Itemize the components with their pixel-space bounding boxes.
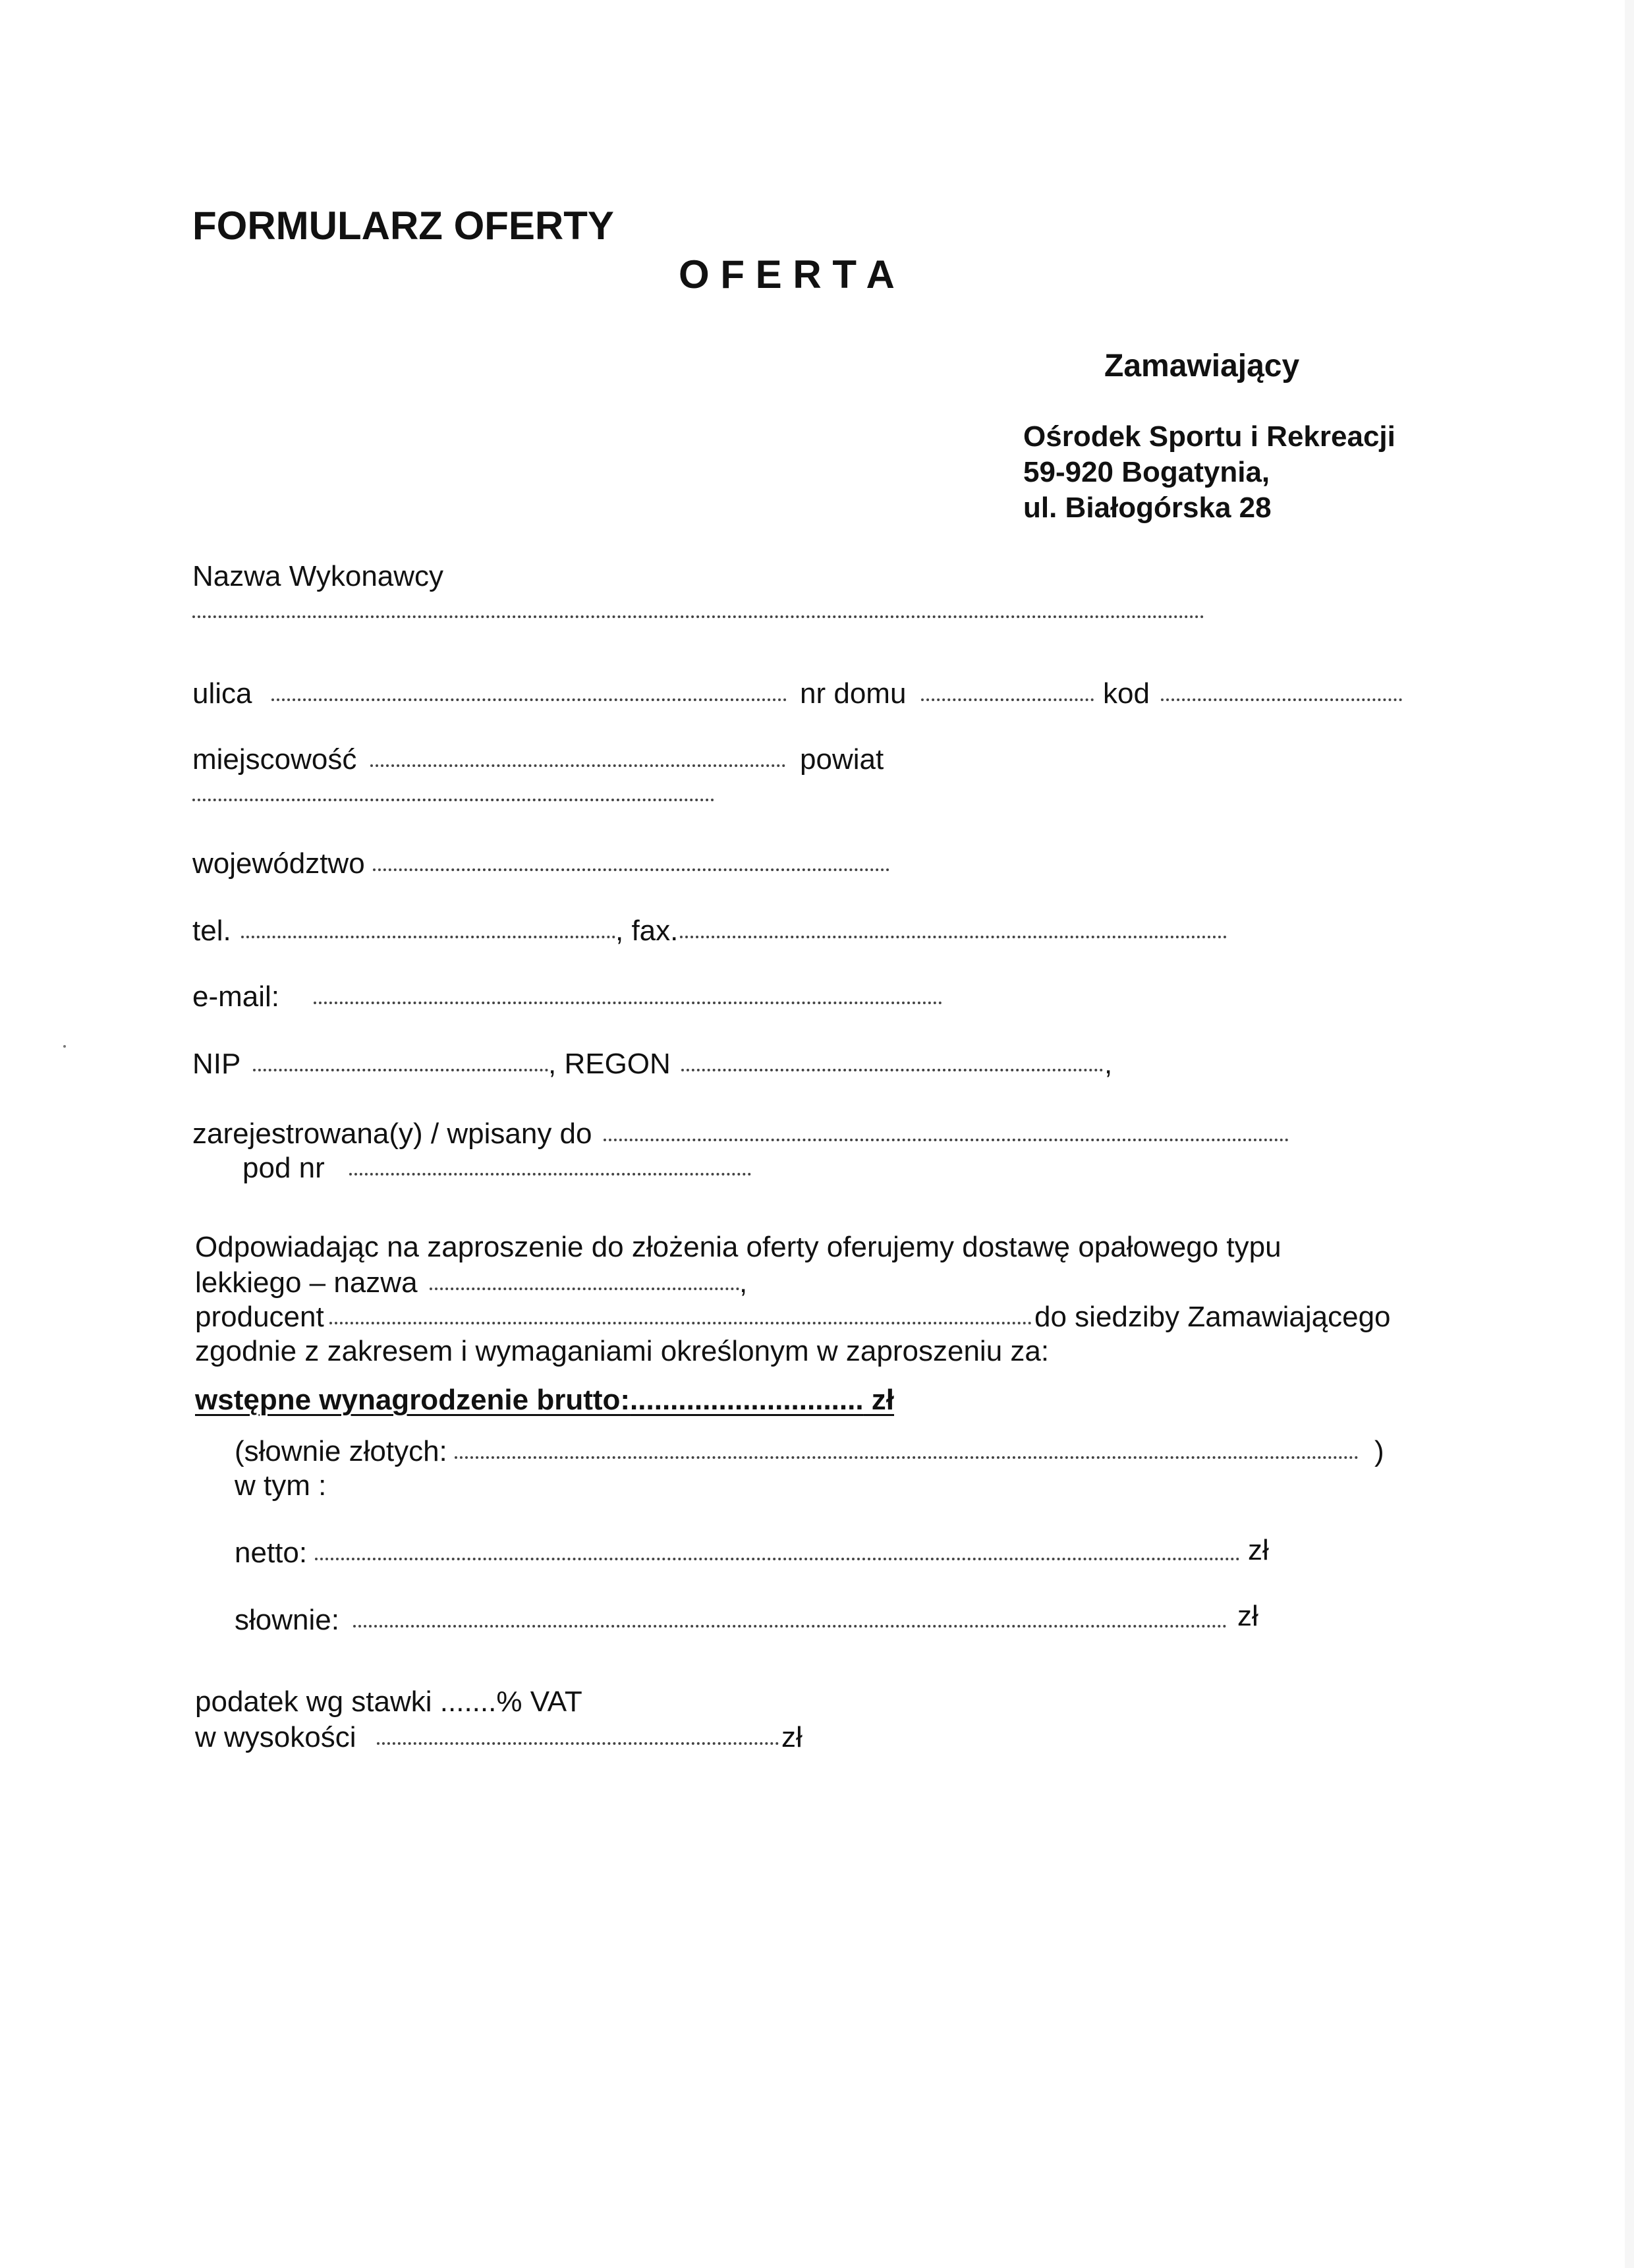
- street-line: [271, 698, 787, 701]
- tax-amount-label: w wysokości: [195, 1721, 356, 1753]
- registration-number-line: [349, 1173, 751, 1176]
- gross-price-label: wstępne wynagrodzenie brutto:: [195, 1384, 631, 1416]
- gross-price-field: .............................: [630, 1384, 864, 1416]
- net-label: netto:: [235, 1537, 308, 1569]
- house-number-label: nr domu: [800, 677, 907, 710]
- phone-line: [241, 936, 615, 938]
- manufacturer-label: producent: [195, 1301, 324, 1333]
- house-number-line: [921, 698, 1094, 701]
- tax-rate-field: .......: [439, 1686, 497, 1718]
- net-unit: zł: [1248, 1534, 1269, 1566]
- page-edge-shadow: [1625, 0, 1634, 2268]
- province-label: województwo: [192, 847, 365, 880]
- email-line: [314, 1002, 942, 1004]
- email-label: e-mail:: [192, 980, 280, 1013]
- contractor-name-line: [192, 615, 1204, 618]
- including-label: w tym :: [235, 1469, 327, 1502]
- offer-intro-line: Odpowiadając na zaproszenie do złożenia oferty oferujemy dostawę opałowego typu: [195, 1231, 1282, 1263]
- net-in-words-line: [353, 1625, 1227, 1628]
- district-label: powiat: [800, 743, 884, 776]
- client-city: 59-920 Bogatynia,: [1023, 456, 1270, 488]
- scope-statement: zgodnie z zakresem i wymaganiami określonym w zaproszeniu za:: [195, 1335, 1050, 1367]
- tax-amount-unit: zł: [781, 1721, 803, 1753]
- postcode-label: kod: [1103, 677, 1150, 710]
- postcode-line: [1161, 698, 1402, 701]
- tax-rate-line: [195, 1684, 582, 1720]
- gross-in-words-close: ): [1374, 1435, 1384, 1467]
- gross-price-unit: zł: [863, 1384, 895, 1416]
- town-label: miejscowość: [192, 743, 357, 776]
- registered-label: zarejestrowana(y) / wpisany do: [192, 1118, 592, 1150]
- town-line: [370, 764, 785, 767]
- manufacturer-line: [329, 1322, 1032, 1324]
- tax-rate-label: podatek wg stawki: [195, 1686, 432, 1718]
- fax-line: [680, 936, 1227, 938]
- fax-label: , fax.: [615, 915, 679, 947]
- scan-speck: [63, 1045, 66, 1048]
- tax-amount-line: [377, 1742, 779, 1745]
- product-name-comma: ,: [739, 1266, 748, 1299]
- regon-comma: ,: [1104, 1048, 1113, 1080]
- street-label: ulica: [192, 677, 252, 710]
- gross-in-words-line: [455, 1456, 1359, 1459]
- regon-label: , REGON: [548, 1048, 671, 1080]
- net-line: [315, 1558, 1240, 1560]
- client-label: Zamawiający: [1104, 349, 1300, 383]
- offer-heading: O F E R T A: [679, 252, 895, 297]
- registration-number-label: pod nr: [242, 1152, 325, 1184]
- contractor-name-label: Nazwa Wykonawcy: [192, 560, 444, 592]
- nip-line: [253, 1069, 548, 1071]
- district-line: [192, 799, 714, 801]
- province-line: [373, 868, 889, 871]
- tax-rate-unit: % VAT: [496, 1686, 582, 1718]
- gross-in-words-label: (słownie złotych:: [235, 1435, 447, 1467]
- registered-line: [604, 1139, 1289, 1141]
- nip-label: NIP: [192, 1048, 241, 1080]
- delivery-destination: do siedziby Zamawiającego: [1034, 1301, 1391, 1333]
- net-in-words-unit: zł: [1237, 1600, 1258, 1632]
- phone-label: tel.: [192, 915, 231, 947]
- client-street: ul. Białogórska 28: [1023, 492, 1272, 524]
- form-title: FORMULARZ OFERTY: [192, 204, 614, 248]
- product-name-line: [430, 1288, 739, 1290]
- product-name-label: lekkiego – nazwa: [195, 1266, 418, 1299]
- gross-price-line: [195, 1382, 894, 1418]
- client-name: Ośrodek Sportu i Rekreacji: [1023, 420, 1395, 453]
- net-in-words-label: słownie:: [235, 1604, 339, 1636]
- regon-line: [681, 1069, 1103, 1071]
